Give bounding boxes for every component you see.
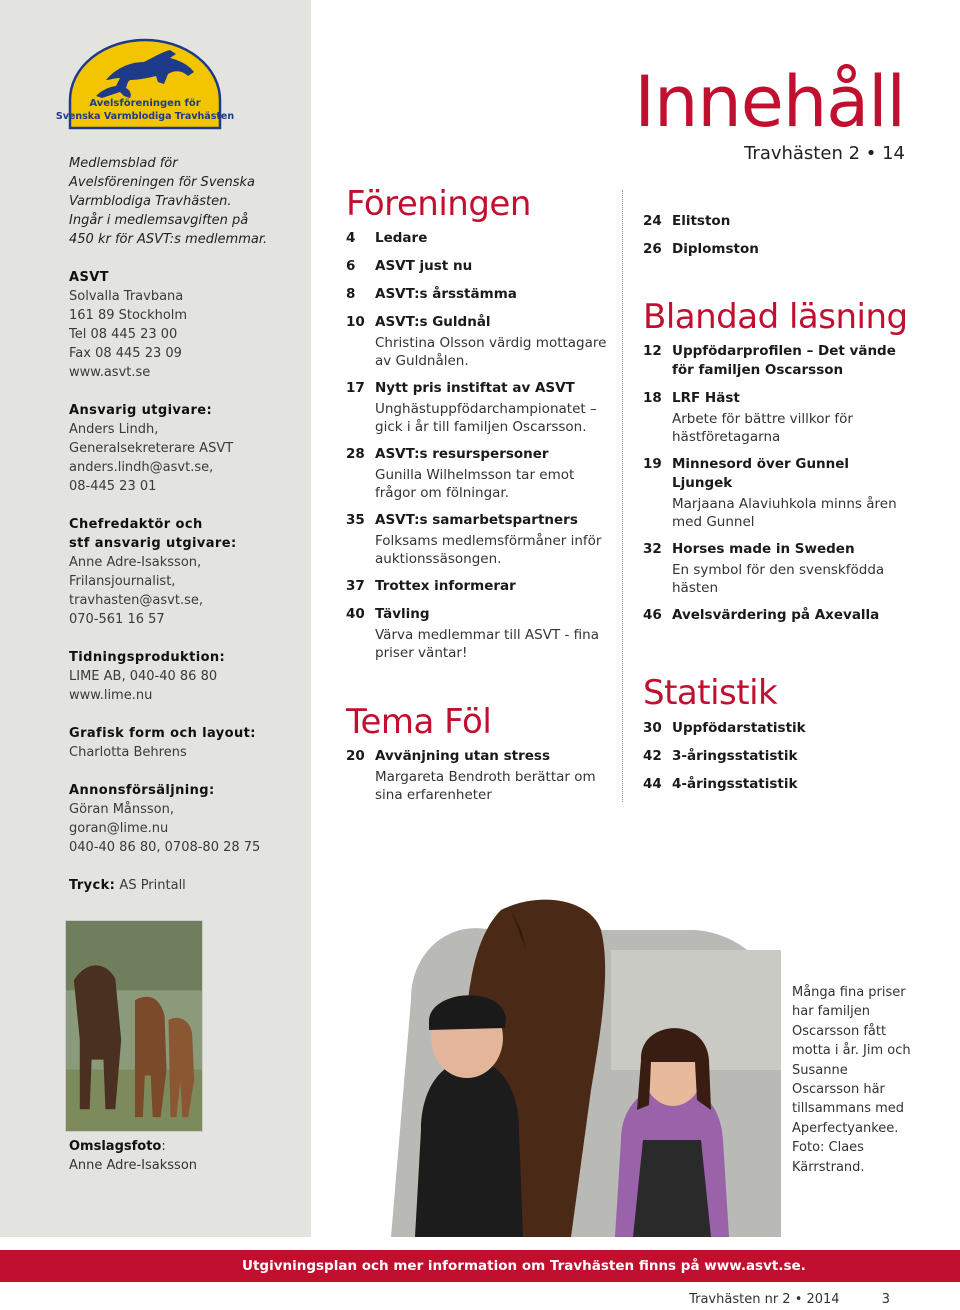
toc-entry-body [375, 747, 608, 804]
toc-entry-title: Trottex informerar [375, 578, 516, 594]
toc-right-top [643, 212, 913, 268]
issue-label: Travhästen 2 • 14 [744, 143, 905, 164]
toc-entry-body [375, 577, 608, 596]
toc-page-number: 10 [346, 314, 365, 330]
toc-entry-body [375, 313, 608, 370]
cover-photo-horses [65, 920, 203, 1132]
toc-entry-title: Avelsvärdering på Axevalla [672, 607, 880, 623]
page-title: Innehåll [634, 61, 905, 143]
toc-entry-description: Gunilla Wilhelmsson tar emot frågor om fölningar. [375, 467, 575, 501]
toc-entry-body [375, 229, 608, 248]
intro-line: 450 kr för ASVT:s medlemmar. [69, 232, 268, 247]
toc-entry-title: Avvänjning utan stress [375, 748, 550, 764]
toc-entry-body [672, 212, 913, 231]
toc-blandad [643, 342, 913, 634]
toc-entry[interactable] [643, 389, 913, 446]
toc-entry-title: LRF Häst [672, 390, 740, 406]
ansvarig-role: Generalsekreterare ASVT [69, 441, 234, 456]
feature-photo-owners-with-horse [311, 890, 781, 1237]
toc-entry-body [672, 775, 913, 794]
toc-page-number: 40 [346, 606, 365, 622]
toc-page-number: 28 [346, 446, 365, 462]
tryck-value: AS Printall [119, 878, 186, 893]
column-divider [622, 190, 623, 802]
toc-entry-description: Margareta Bendroth berättar om sina erfarenheter [375, 769, 596, 803]
toc-entry-title: 3-åringsstatistik [672, 748, 798, 764]
toc-entry-title: Uppfödarstatistik [672, 720, 806, 736]
toc-entry[interactable] [346, 605, 608, 662]
toc-entry-body [672, 389, 913, 446]
toc-entry-title: Elitston [672, 213, 731, 229]
toc-entry-description: Folksams medlemsförmåner inför auktionssäsongen. [375, 533, 602, 567]
toc-page-number: 44 [643, 776, 662, 792]
toc-entry-body [375, 285, 608, 304]
toc-entry-body [375, 511, 608, 568]
grafisk-name: Charlotta Behrens [69, 745, 187, 760]
toc-page-number: 12 [643, 343, 662, 359]
toc-entry[interactable] [643, 240, 913, 259]
toc-entry-title: Diplomston [672, 241, 759, 257]
omslag-heading: Omslagsfoto [69, 1139, 162, 1154]
toc-page-number: 42 [643, 748, 662, 764]
toc-entry-body [375, 605, 608, 662]
grafisk-heading: Grafisk form och layout: [69, 726, 256, 741]
toc-page-number: 46 [643, 607, 662, 623]
tryck-heading: Tryck: [69, 878, 116, 893]
toc-entry-body [672, 747, 913, 766]
ansvarig-email-link[interactable]: anders.lindh@asvt.se, [69, 460, 214, 475]
toc-page-number: 32 [643, 541, 662, 557]
toc-entry-description: Unghästuppfödarchampionatet – gick i år till familjen Oscarsson. [375, 401, 597, 435]
toc-entry[interactable] [346, 445, 608, 502]
asvt-website-link[interactable]: www.asvt.se [69, 365, 151, 380]
section-title-tema: Tema Föl [346, 702, 492, 742]
logo-text-line2: Svenska Varmblodiga Travhästen [55, 111, 235, 122]
chefredaktor-heading: Chefredaktör och [69, 517, 203, 532]
toc-page-number: 26 [643, 241, 662, 257]
toc-entry-title: Nytt pris instiftat av ASVT [375, 380, 575, 396]
toc-entry-title: Ledare [375, 230, 428, 246]
ansvarig-phone: 08-445 23 01 [69, 479, 157, 494]
toc-entry[interactable] [643, 775, 913, 794]
section-title-statistik: Statistik [643, 673, 778, 713]
cover-photo-credit [69, 1137, 197, 1175]
toc-entry-body [672, 540, 913, 597]
toc-entry[interactable] [346, 511, 608, 568]
page-number: 3 [881, 1292, 890, 1307]
photo-caption: Många fina priser har familjen Oscarsson fått motta i år. Jim och Susanne Oscarsson här tillsammans med Aperfectyankee. Foto: Claes Kärrstrand. [792, 985, 911, 1175]
toc-entry-title: Horses made in Sweden [672, 541, 855, 557]
toc-entry-body [672, 606, 913, 625]
toc-page-number: 20 [346, 748, 365, 764]
toc-entry[interactable] [643, 719, 913, 738]
toc-entry-body [375, 379, 608, 436]
toc-entry-title: ASVT:s årsstämma [375, 286, 517, 302]
toc-page-number: 37 [346, 578, 365, 594]
toc-foreningen [346, 229, 608, 671]
intro-line: Ingår i medlemsavgiften på [69, 213, 249, 228]
toc-entry[interactable] [643, 540, 913, 597]
annons-phone: 040-40 86 80, 0708-80 28 75 [69, 840, 261, 855]
toc-entry-description: Marjaana Alaviuhkola minns åren med Gunnel [672, 496, 897, 530]
toc-entry-title: ASVT just nu [375, 258, 473, 274]
toc-tema [346, 747, 608, 813]
footer-issue: Travhästen nr 2 • 2014 [689, 1292, 840, 1307]
chef-name: Anne Adre-Isaksson, [69, 555, 202, 570]
toc-entry[interactable] [346, 379, 608, 436]
toc-entry[interactable] [346, 747, 608, 804]
toc-entry-body [672, 455, 913, 531]
toc-entry-body [672, 719, 913, 738]
toc-entry[interactable] [346, 257, 608, 276]
intro-line: Avelsföreningen för Svenska [69, 175, 256, 190]
toc-page-number: 17 [346, 380, 365, 396]
asvt-fax: Fax 08 445 23 09 [69, 346, 182, 361]
toc-page-number: 19 [643, 456, 662, 472]
produktion-website-link[interactable]: www.lime.nu [69, 688, 153, 703]
stf-heading: stf ansvarig utgivare: [69, 536, 237, 551]
omslag-photographer: Anne Adre-Isaksson [69, 1158, 198, 1173]
annons-email-link[interactable]: goran@lime.nu [69, 821, 169, 836]
toc-page-number: 4 [346, 230, 356, 246]
toc-entry-title: Uppfödarprofilen – Det vände för familjen Oscarsson [672, 343, 896, 378]
toc-entry-description: Christina Olsson värdig mottagare av Guldnålen. [375, 335, 607, 369]
toc-entry[interactable] [643, 455, 913, 531]
toc-entry-description: En symbol för den svenskfödda hästen [672, 562, 885, 596]
annons-heading: Annonsförsäljning: [69, 783, 215, 798]
toc-entry-body [375, 257, 608, 276]
toc-entry[interactable] [643, 606, 913, 625]
annons-name: Göran Månsson, [69, 802, 175, 817]
tryck-line [69, 876, 267, 895]
asvt-heading: ASVT [69, 270, 109, 285]
masthead-info [69, 154, 267, 895]
section-title-blandad: Blandad läsning [643, 297, 908, 337]
toc-entry-description: Arbete för bättre villkor för hästföretagarna [672, 411, 853, 445]
chef-role: Frilansjournalist, [69, 574, 176, 589]
intro-text [69, 154, 267, 249]
toc-entry-description: Värva medlemmar till ASVT - fina priser väntar! [375, 627, 599, 661]
magazine-issue-footer [689, 1292, 890, 1307]
toc-page-number: 35 [346, 512, 365, 528]
toc-entry[interactable] [643, 747, 913, 766]
toc-page-number: 18 [643, 390, 662, 406]
toc-page-number: 24 [643, 213, 662, 229]
toc-entry-title: Tävling [375, 606, 430, 622]
toc-entry[interactable] [643, 212, 913, 231]
man-figure [415, 1060, 523, 1237]
ansvarig-heading: Ansvarig utgivare: [69, 403, 213, 418]
toc-entry-title: ASVT:s resurspersoner [375, 446, 549, 462]
produktion-company: LIME AB, 040-40 86 80 [69, 669, 218, 684]
toc-entry-title: ASVT:s samarbetspartners [375, 512, 578, 528]
toc-entry-body [375, 445, 608, 502]
omslag-colon: : [161, 1139, 166, 1154]
info-banner [0, 1250, 960, 1282]
asvt-postal: 161 89 Stockholm [69, 308, 188, 323]
intro-line: Varmblodiga Travhästen. [69, 194, 232, 209]
chef-phone: 070-561 16 57 [69, 612, 165, 627]
intro-line: Medlemsblad för [69, 156, 178, 171]
toc-entry[interactable] [346, 285, 608, 304]
toc-entry-body [672, 342, 913, 380]
toc-page-number: 8 [346, 286, 356, 302]
toc-statistik [643, 719, 913, 803]
toc-page-number: 30 [643, 720, 662, 736]
toc-entry-body [672, 240, 913, 259]
section-title-foreningen: Föreningen [346, 184, 531, 224]
asvt-address: Solvalla Travbana [69, 289, 184, 304]
info-banner-text[interactable]: Utgivningsplan och mer information om Travhästen finns på www.asvt.se. [242, 1258, 806, 1274]
toc-entry[interactable] [346, 229, 608, 248]
toc-entry-title: 4-åringsstatistik [672, 776, 798, 792]
ansvarig-name: Anders Lindh, [69, 422, 159, 437]
produktion-heading: Tidningsproduktion: [69, 650, 226, 665]
toc-entry-title: ASVT:s Guldnål [375, 314, 491, 330]
toc-entry[interactable] [346, 577, 608, 596]
toc-entry-title: Minnesord över Gunnel Ljungek [672, 456, 850, 491]
logo-text-line1: Avelsföreningen för [89, 98, 201, 109]
toc-page-number: 6 [346, 258, 356, 274]
asvt-logo [55, 40, 235, 130]
asvt-phone: Tel 08 445 23 00 [69, 327, 178, 342]
chef-email-link[interactable]: travhasten@asvt.se, [69, 593, 203, 608]
toc-entry[interactable] [346, 313, 608, 370]
toc-entry[interactable] [643, 342, 913, 380]
